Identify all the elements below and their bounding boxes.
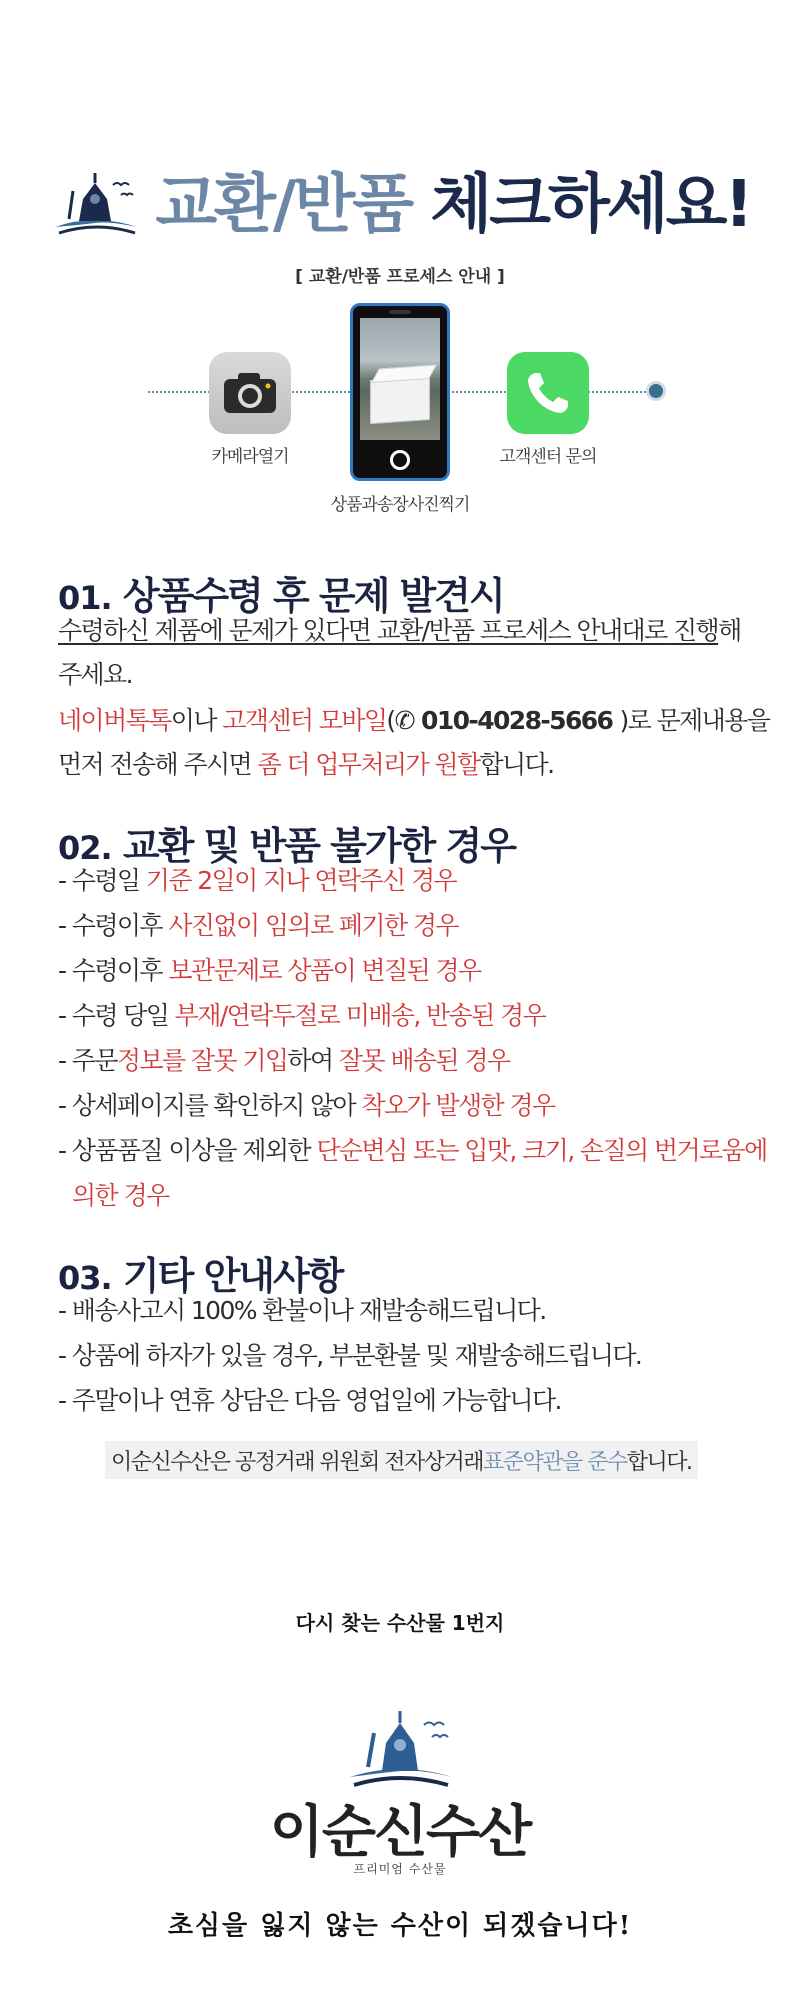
camera-icon — [209, 352, 291, 434]
list-item: - 수령이후 보관문제로 상품이 변질된 경우 — [58, 956, 481, 985]
step-label-support: 고객센터 문의 — [499, 447, 597, 467]
list-item-continuation: 의한 경우 — [72, 1181, 169, 1210]
footer-tagline: 다시 찾는 수산물 1번지 — [295, 1611, 505, 1635]
section1-line1: 수령하신 제품에 문제가 있다면 교환/반품 프로세스 안내대로 진행해 — [58, 616, 741, 645]
step-label-photo: 상품과송장사진찍기 — [330, 495, 470, 515]
brand-subtitle: 프리미엄 수산물 — [353, 1862, 447, 1876]
section1-line4: 먼저 전송해 주시면 좀 더 업무처리가 원할합니다. — [58, 750, 554, 779]
list-item: - 수령일 기준 2일이 지나 연락주신 경우 — [58, 866, 457, 895]
list-item: - 상품품질 이상을 제외한 단순변심 또는 입맛, 크기, 손질의 번거로움에 — [58, 1136, 767, 1165]
page-title: 교환/반품 체크하세요! — [155, 168, 751, 242]
list-item: - 주문정보를 잘못 기입하여 잘못 배송된 경우 — [58, 1046, 510, 1075]
section1-title: 01. 상품수령 후 문제 발견시 — [58, 574, 504, 618]
phone-small-icon: ✆ — [394, 706, 414, 735]
list-item: - 상품에 하자가 있을 경우, 부분환불 및 재발송해드립니다. — [58, 1341, 642, 1370]
process-end-dot — [646, 381, 666, 401]
brand-logo-icon — [0, 1705, 800, 1799]
smartphone-photo-icon — [350, 303, 450, 481]
admiral-boat-logo-icon — [49, 169, 141, 241]
terms-notice: 이순신수산은 공정거래 위원회 전자상거래 표준약관을 준수 합니다. — [105, 1441, 698, 1479]
step-label-camera: 카메라열기 — [211, 447, 289, 467]
list-item: - 상세페이지를 확인하지 않아 착오가 발생한 경우 — [58, 1091, 555, 1120]
list-item: - 수령이후 사진없이 임의로 폐기한 경우 — [58, 911, 458, 940]
list-item: - 수령 당일 부재/연락두절로 미배송, 반송된 경우 — [58, 1001, 546, 1030]
brand-slogan: 초심을 잃지 않는 수산이 되겠습니다! — [167, 1911, 633, 1941]
phone-call-icon — [507, 352, 589, 434]
section1-line3: 네이버톡톡이나 고객센터 모바일(✆ 010-4028-5666 )로 문제내용을 — [58, 706, 770, 735]
process-title: [ 교환/반품 프로세스 안내 ] — [295, 267, 505, 287]
section3-title: 03. 기타 안내사항 — [58, 1254, 343, 1298]
list-item: - 배송사고시 100% 환불이나 재발송해드립니다. — [58, 1296, 546, 1325]
section2-title: 02. 교환 및 반품 불가한 경우 — [58, 824, 515, 868]
section1-line2: 주세요. — [58, 660, 132, 689]
brand-name: 이순신수산 — [269, 1800, 531, 1865]
list-item: - 주말이나 연휴 상담은 다음 영업일에 가능합니다. — [58, 1386, 561, 1415]
page-header — [0, 165, 800, 245]
